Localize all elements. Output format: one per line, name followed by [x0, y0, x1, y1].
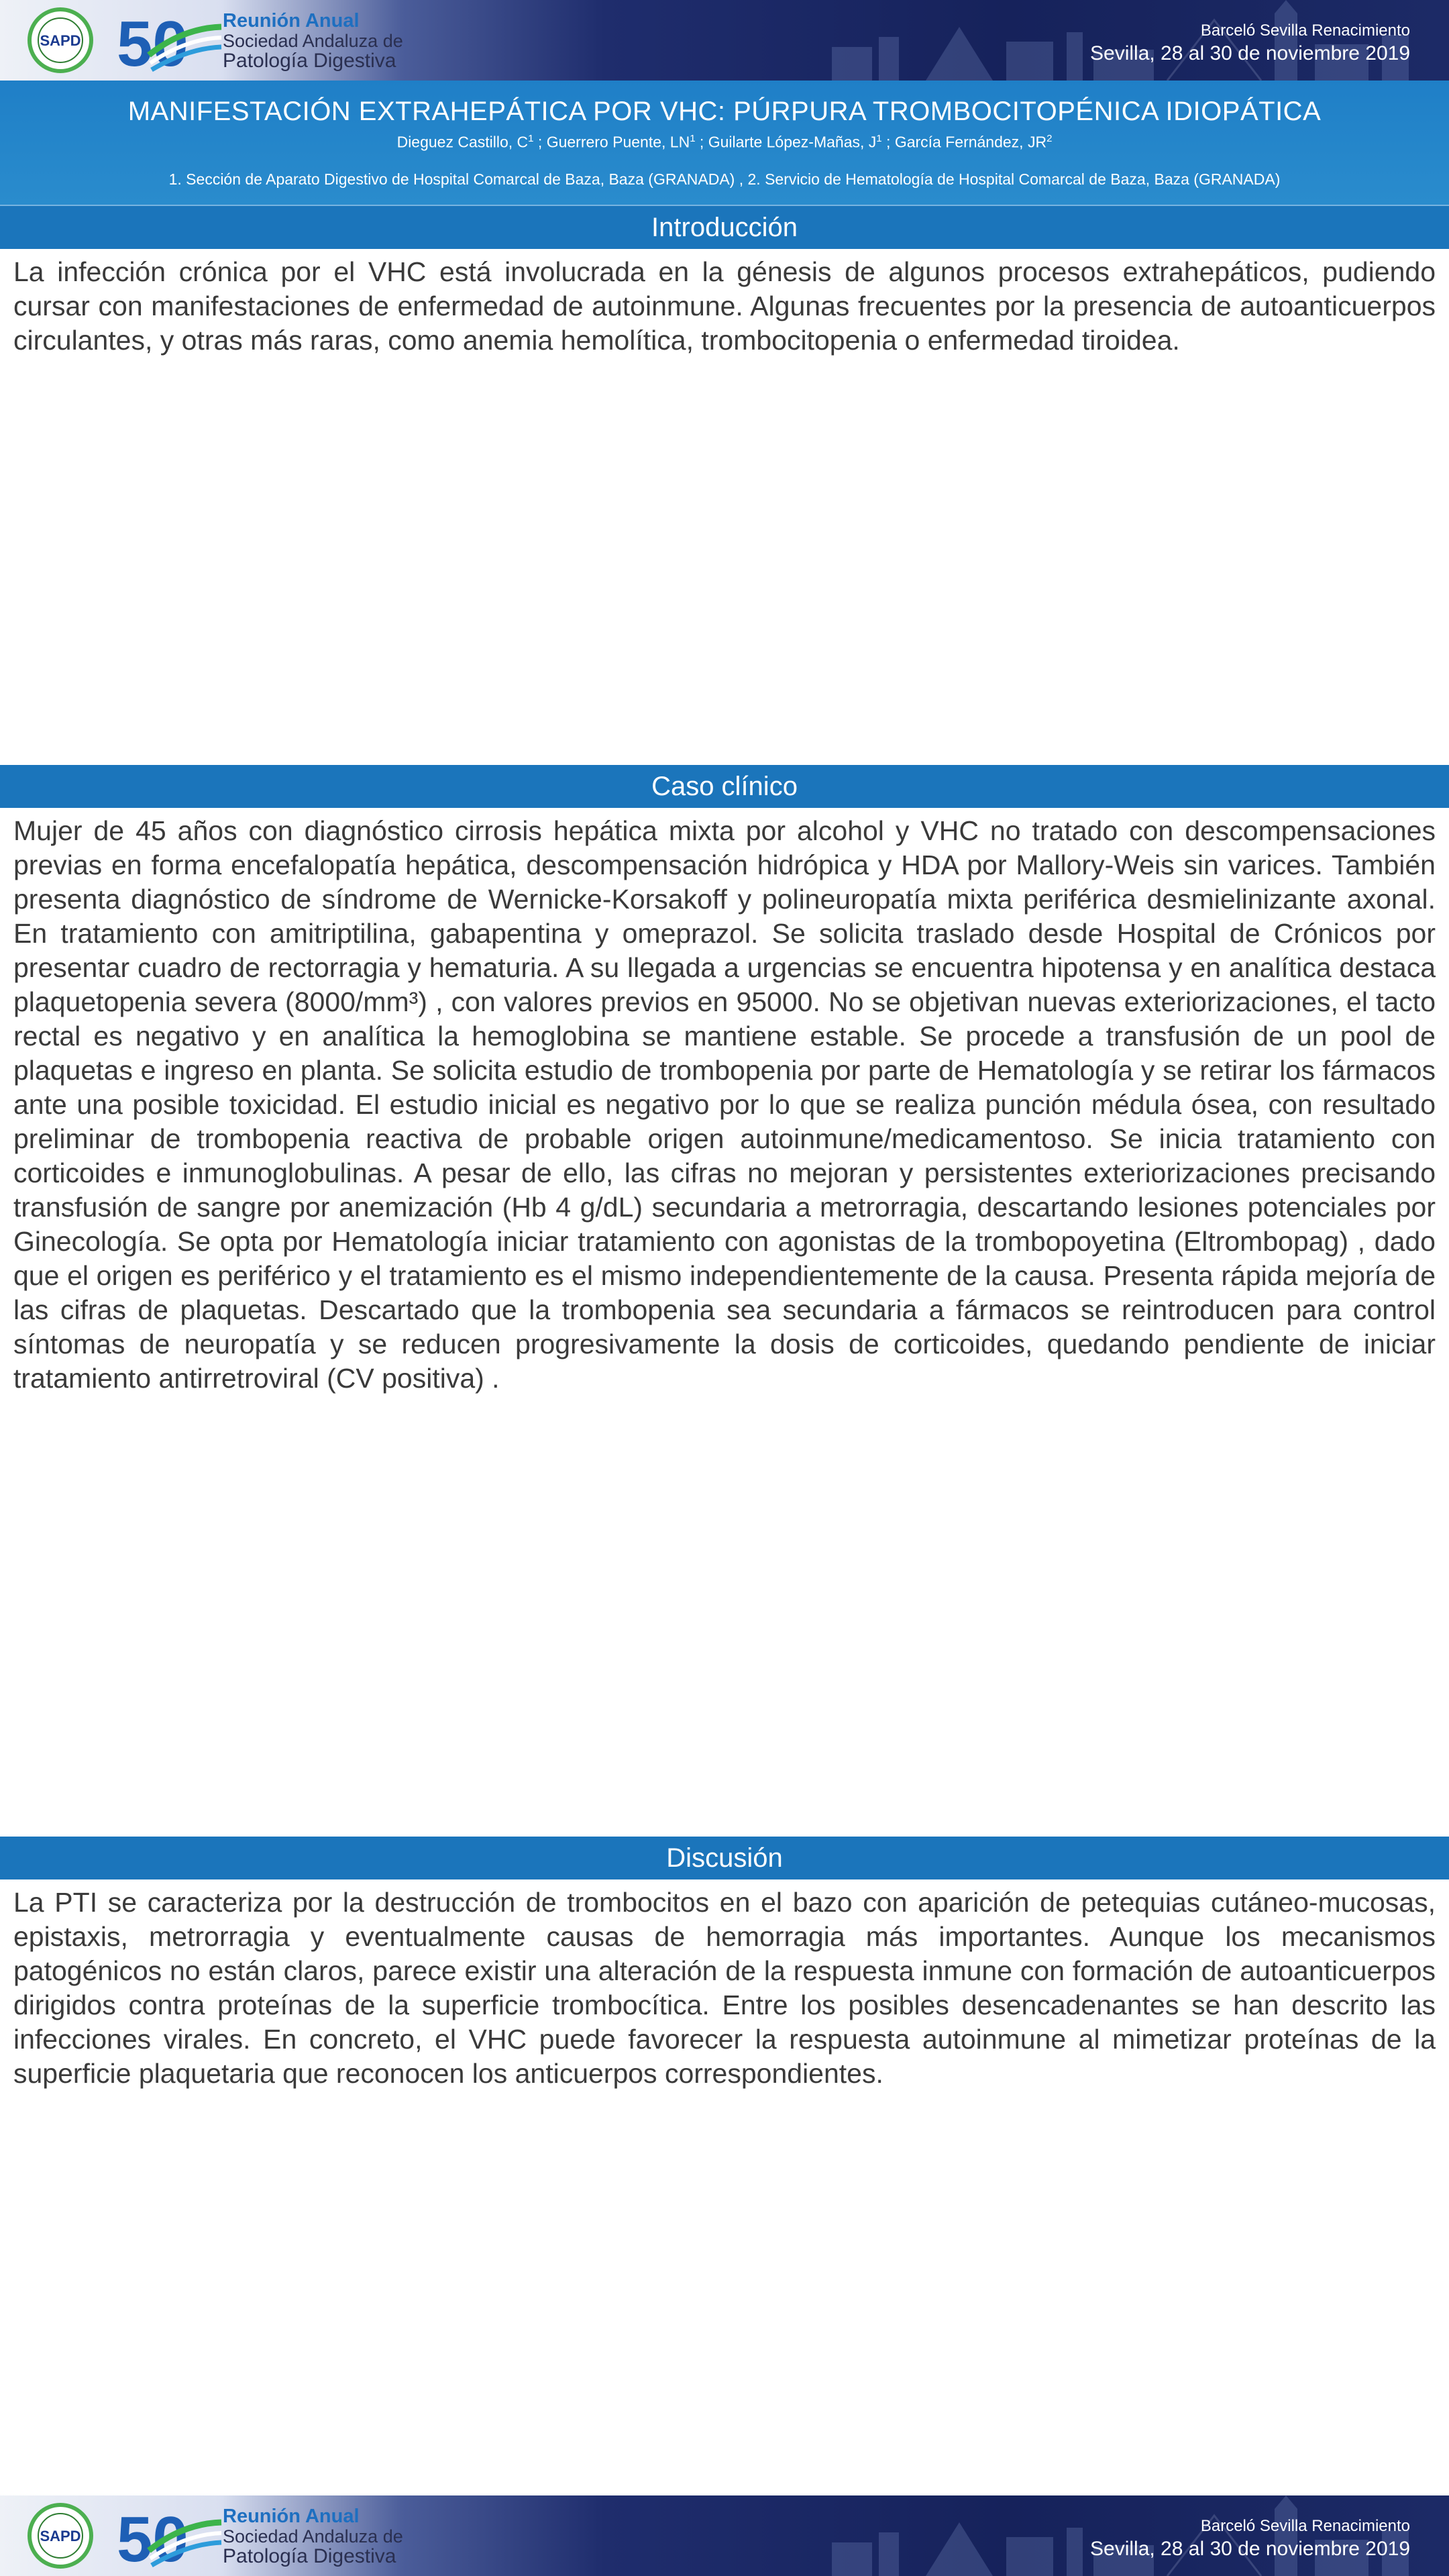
event-name [223, 11, 403, 71]
event-name-line2: Sociedad Andaluza de [223, 31, 403, 51]
poster-title-block [0, 81, 1449, 205]
event-name-line1: Reunión Anual [223, 10, 360, 32]
section-text-caso-clinico: Mujer de 45 años con diagnóstico cirrosis hepática mixta por alcohol y VHC no tratado con descompensaciones previas en forma encefalopatía hepática, descompensación hidrópica y HDA por Mallory-Weis sin varices. También presenta diagnóstico de síndrome de Wernicke-Korsakoff y polineuropatía mixta periférica desmielinizante axonal. En tratamiento con amitriptilina, gabapentina y omeprazol. Se solicita traslado desde Hospital de Crónicos por presentar cuadro de rectorragia y hematuria. A su llegada a urgencias se encuentra hipotensa y en analítica destaca plaquetopenia severa (8000/mm³) , con valores previos en 95000. No se objetivan nuevas exteriorizaciones, el tacto rectal es negativo y en analítica la hemoglobina se mantiene estable. Se procede a transfusión de un pool de plaquetas e ingreso en planta. Se solicita estudio de trombopenia por parte de Hematología y se retirar los fármacos ante una posible toxicidad. El estudio inicial es negativo por lo que se realiza punción médula ósea, con resultado preliminar de trombopenia reactiva de probable origen autoinmune/medicamentoso. Se inicia tratamiento con corticoides e inmunoglobulinas. A pesar de ello, las cifras no mejoran y persistentes exteriorizaciones precisando transfusión de sangre por anemización (Hb 4 g/dL) secundaria a metrorragia, descartando lesiones potenciales por Ginecología. Se opta por Hematología iniciar tratamiento con agonistas de la trombopoyetina (Eltrombopag) , dado que el origen es periférico y el tratamiento es el mismo independientemente de la causa. Presenta rápida mejoría de las cifras de plaquetas. Descartado que la trombopenia sea secundaria a fármacos se reintroducen para control síntomas de neuropatía y se reducen progresivamente la dosis de corticoides, quedando pendiente de iniciar tratamiento antirretroviral (CV positiva) . [13, 815, 1436, 1394]
fifty-anniversary-logo [115, 2504, 223, 2568]
section-text-discusion: La PTI se caracteriza por la destrucción de trombocitos en el bazo con aparición de petequias cutáneo-mucosas, epistaxis, metrorragia y eventualmente causas de hemorragia más importantes. Aunque los mecanismos patogénicos no están claros, parece existir una alteración de la respuesta inmune con formación de autoanticuerpos dirigidos contra proteínas de la superficie trombocítica. Entre los posibles desencadenantes se han descrito las infecciones virales. En concreto, el VHC puede favorecer la respuesta autoinmune al mimetizar proteínas de la superficie plaquetaria que reconocen los anticuerpos correspondientes. [13, 1887, 1436, 2089]
venue-dates: Sevilla, 28 al 30 de noviembre 2019 [1090, 42, 1410, 64]
venue-name: Barceló Sevilla Renacimiento [1200, 2517, 1410, 2535]
header-banner [0, 0, 1449, 81]
section-heading-caso-clinico: Caso clínico [0, 765, 1449, 808]
event-venue [1090, 2516, 1410, 2561]
author-list: Dieguez Castillo, $C^1$ ; Guerrero Puente, $LN^1$ ; Guilarte López-Mañas, $J^1$ ; García Fernández, $JR^2$ [396, 133, 1053, 151]
sapd-logo [27, 7, 94, 74]
author-affiliation-mark: 1 [690, 133, 696, 144]
event-name-line2: Sociedad Andaluza de [223, 2526, 403, 2546]
event-name-line1: Reunión Anual [223, 2506, 360, 2527]
venue-name: Barceló Sevilla Renacimiento [1200, 21, 1410, 40]
event-name-line3: Patología Digestiva [223, 50, 396, 72]
sapd-logo [27, 2502, 94, 2569]
author-affiliation-mark: 2 [1046, 133, 1053, 144]
anniversary-number: 50 [117, 2504, 189, 2568]
fifty-anniversary-logo [115, 8, 223, 72]
poster-title: MANIFESTACIÓN EXTRAHEPÁTICA POR VHC: PÚRPURA TROMBOCITOPÉNICA IDIOPÁTICA [127, 97, 1322, 126]
author-affiliation-mark: 1 [528, 133, 534, 144]
affiliations: 1. Sección de Aparato Digestivo de Hospital Comarcal de Baza, Baza (GRANADA) , 2. Servicio de Hematología de Hospital Comarcal de Baza, Baza (GRANADA) [168, 170, 1281, 188]
anniversary-number: 50 [117, 8, 189, 72]
event-venue [1090, 20, 1410, 66]
venue-dates: Sevilla, 28 al 30 de noviembre 2019 [1090, 2538, 1410, 2560]
event-name [223, 2506, 403, 2567]
sapd-logo-text: SAPD [40, 2528, 81, 2544]
author-name: García Fernández, JR [894, 133, 1047, 151]
section-heading-discusion: Discusión [0, 1837, 1449, 1879]
author-affiliation-mark: 1 [876, 133, 882, 144]
author-name: Dieguez Castillo, C [396, 133, 529, 151]
author-name: Guerrero Puente, LN [546, 133, 690, 151]
footer-banner [0, 2495, 1449, 2576]
sapd-logo-text: SAPD [40, 32, 81, 49]
section-heading-introduccion: Introducción [0, 206, 1449, 249]
section-text-introduccion: La infección crónica por el VHC está involucrada en la génesis de algunos procesos extrahepáticos, pudiendo cursar con manifestaciones de enfermedad de autoinmune. Algunas frecuentes por la presencia de autoanticuerpos circulantes, y otras más raras, como anemia hemolítica, trombocitopenia o enfermedad tiroidea. [13, 256, 1436, 356]
event-name-line3: Patología Digestiva [223, 2545, 396, 2567]
author-name: Guilarte López-Mañas, J [708, 133, 877, 151]
